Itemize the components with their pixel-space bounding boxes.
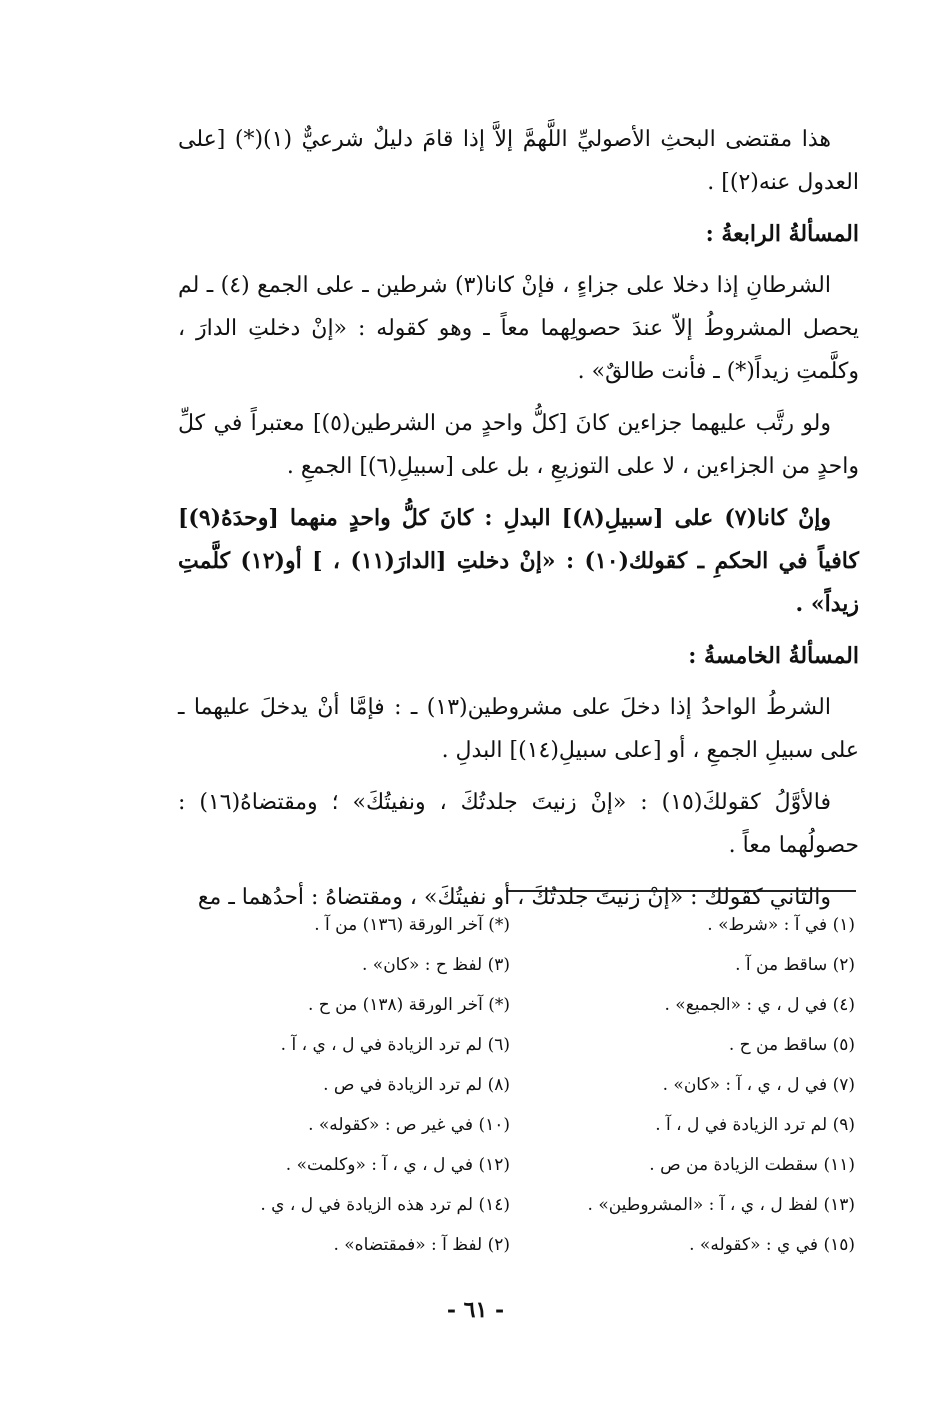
footnote: (١٢) في ل ، ي ، آ : «وكلمت» . [285,1155,510,1175]
footnote: (١٤) لم ترد هذه الزيادة في ل ، ي . [260,1195,510,1215]
footnote: (٥) ساقط من ح . [728,1035,855,1055]
footnote: (٨) لم ترد الزيادة في ص . [323,1075,510,1095]
footnote: (١) في آ : «شرط» . [707,915,855,935]
footnote: (٣) لفظ ح : «كان» . [361,955,510,975]
paragraph-two-consequences: ولو رتَّب عليهما جزاءين كانَ [كلُّ واحدٍ من الشرطين(٥)] معتبراً في كلِّ واحدٍ من الجزاءين ، لا على التوزيعِ ، بل على [سبيلِ(٦)] الجمعِ . [178,411,859,479]
paragraph-first-case: فالأوَّلُ كقولكَ(١٥) : «إنْ زنيتَ جلدتُكَ ، ونفيتُكَ» ؛ ومقتضاهُ(١٦) : حصولُهما معاً . [178,790,859,858]
footnote: (٤) في ل ، ي : «الجميع» . [664,995,855,1015]
heading-issue-five: المسألةُ الخامسةُ : [688,643,859,669]
footnote: (٧) في ل ، ي ، آ : «كان» . [662,1075,855,1095]
footnote: (١٠) في غير ص : «كقوله» . [308,1115,510,1135]
footnotes [205,905,855,1265]
footnote: (*) آخر الورقة (١٣٨) من ح . [307,995,510,1015]
footnote-divider [506,890,856,892]
heading-issue-four: المسألةُ الرابعةُ : [705,221,859,247]
footnote: (٩) لم ترد الزيادة في ل ، آ . [655,1115,855,1135]
footnote: (١٣) لفظ ل ، ي ، آ : «المشروطين» . [587,1195,855,1215]
paragraph-two-conditions: الشرطانِ إذا دخلا على جزاءٍ ، فإنْ كانا(٣) شرطين ـ على الجمع (٤) ـ لم يحصل المشروطُ إلاّ عندَ حصولِهما معاً ـ وهو كقوله : «إنْ دخلتِ الدارَ ، وكلَّمتِ زيداً(*) ـ فأنت طالقٌ» . [178,273,860,384]
footnote: (٢) ساقط من آ . [735,955,855,975]
footnote: (*) آخر الورقة (١٣٦) من آ . [314,915,510,935]
main-text [178,118,859,928]
paragraph-single-condition: الشرطُ الواحدُ إذا دخلَ على مشروطين(١٣) ـ : فإمَّا أنْ يدخلَ عليهما ـ على سبيلِ الجمعِ ، أو [على سبيلِ(١٤)] البدلِ . [178,695,859,763]
footnote: (١١) سقطت الزيادة من ص . [649,1155,855,1175]
footnote: (١٥) في ي : «كقوله» . [689,1235,855,1255]
footnote: (٢) لفظ آ : «فمقتضاه» . [333,1235,510,1255]
footnote: (٦) لم ترد الزيادة في ل ، ي ، آ . [280,1035,510,1055]
page-number: - ٦١ - [446,1297,505,1323]
paragraph-alternative: وإنْ كانا(٧) على [سبيلِ(٨)] البدلِ : كانَ كلُّ واحدٍ منهما [وحدَهُ(٩)] كافياً في الحكمِ ـ كقولك(١٠) : «إنْ دخلتِ [الدارَ(١١) ، ] أو(١٢) كلَّمتِ زيداً» . [178,505,859,617]
paragraph-intro: هذا مقتضى البحثِ الأصوليِّ اللَّهمَّ إلاَّ إذا قامَ دليلٌ شرعيٌّ (١)(*) [على العدول عنه(٢)] . [178,127,859,195]
paragraph-second-case: والثاني كقولك : «إنْ زنيتَ جلدتُكَ ، أو نفيتُكَ» ، ومقتضاهُ : أحدُهما ـ مع [197,885,831,910]
